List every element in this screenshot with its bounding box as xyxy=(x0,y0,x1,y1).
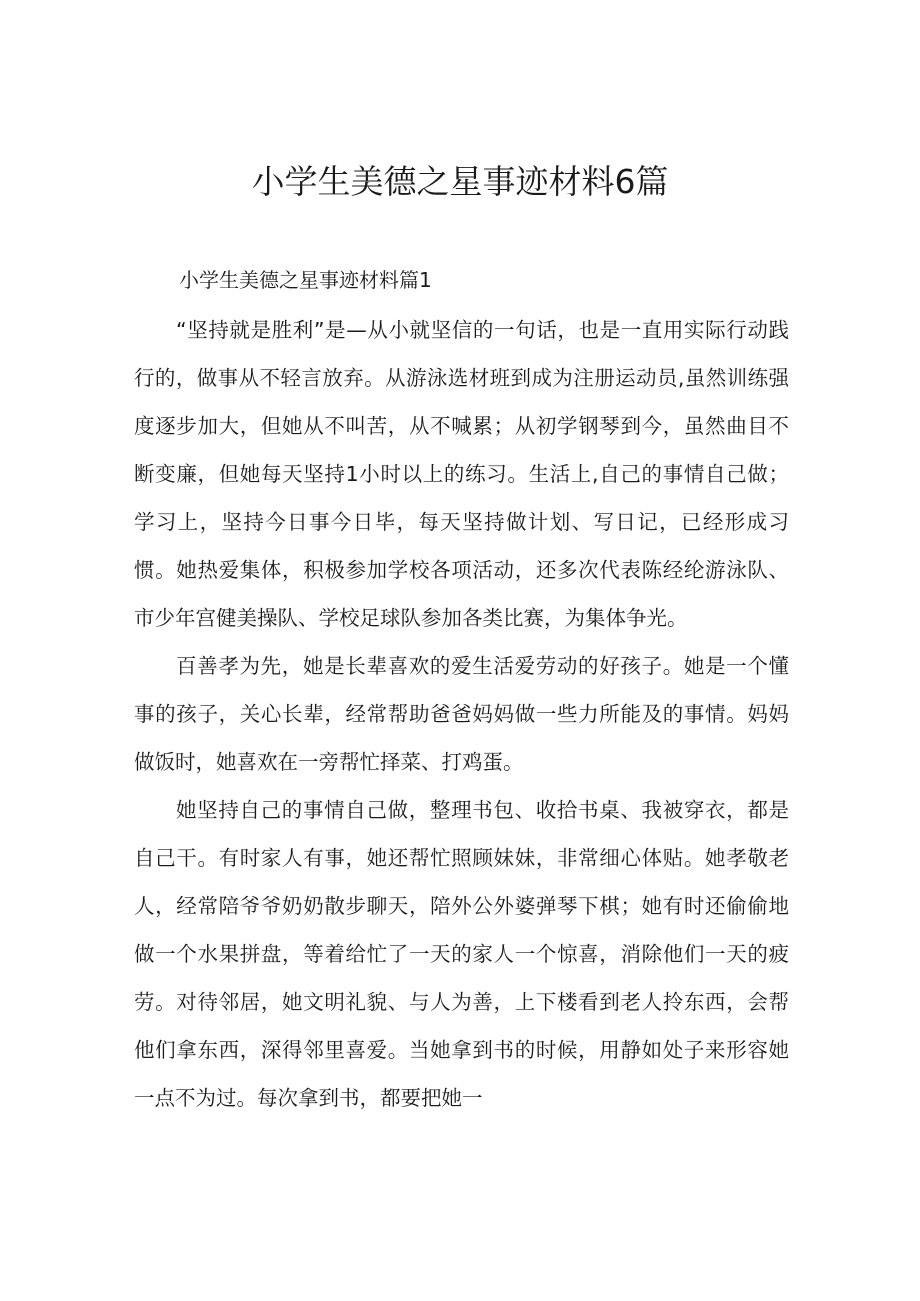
paragraph-2: 百善孝为先，她是长辈喜欢的爱生活爱劳动的好孩子。她是一个懂事的孩子，关心长辈，经常帮助爸爸妈妈做一些力所能及的事情。妈妈做饭时，她喜欢在一旁帮忙择菜、打鸡蛋。 xyxy=(134,654,789,774)
body-text xyxy=(134,306,789,1122)
section-heading: 小学生美德之星事迹材料篇1 xyxy=(179,268,432,292)
paragraph-1: “坚持就是胜利”是—从小就坚信的一句话，也是一直用实际行动践行的，做事从不轻言放弃。从游泳选材班到成为注册运动员,虽然训练强度逐步加大，但她从不叫苦，从不喊累；从初学钢琴到今，虽然曲目不断变廉，但她每天坚持1小时以上的练习。生活上,自己的事情自己做；学习上，坚持今日事今日毕，每天坚持做计划、写日记，已经形成习惯。她热爱集体，积极参加学校各项活动，还多次代表陈经纶游泳队、市少年宫健美操队、学校足球队参加各类比赛，为集体争光。 xyxy=(134,318,789,630)
document-title: 小学生美德之星事迹材料6篇 xyxy=(251,162,669,201)
paragraph-3: 她坚持自己的事情自己做，整理书包、收拾书桌、我被穿衣，都是自己干。有时家人有事，她还帮忙照顾妹妹，非常细心体贴。她孝敬老人，经常陪爷爷奶奶散步聊天，陪外公外婆弹琴下棋；她有时还偷偷地做一个水果拼盘，等着给忙了一天的家人一个惊喜，消除他们一天的疲劳。对待邻居，她文明礼貌、与人为善，上下楼看到老人拎东西，会帮他们拿东西，深得邻里喜爱。当她拿到书的时候，用静如处子来形容她一点不为过。每次拿到书，都要把她一 xyxy=(134,798,789,1110)
